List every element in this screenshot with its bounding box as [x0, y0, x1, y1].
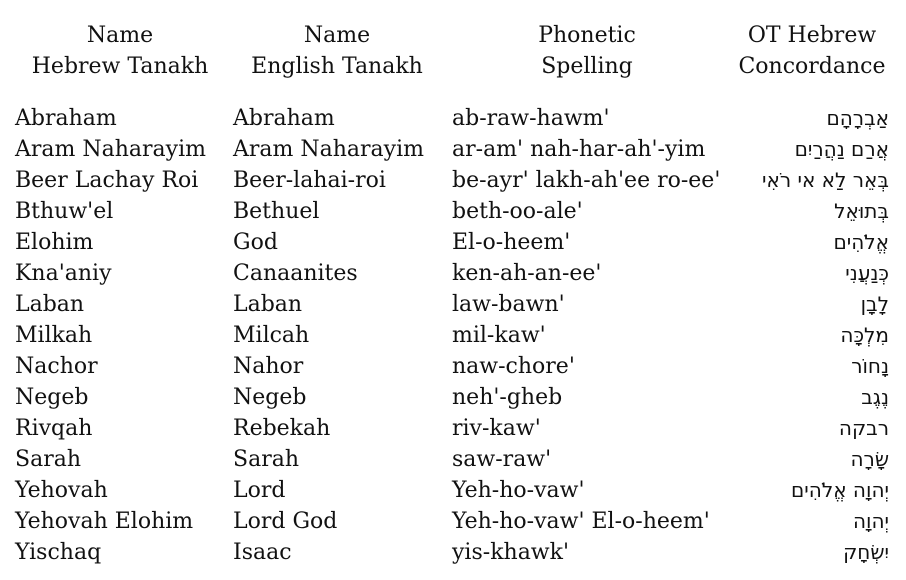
english-tanakh-name: Milcah [233, 323, 310, 348]
phonetic-spelling: naw-chore' [452, 354, 575, 379]
hebrew-tanakh-name: Beer Lachay Roi [15, 168, 199, 193]
english-tanakh-name: Bethuel [233, 199, 320, 224]
hebrew-tanakh-name: Yehovah [15, 478, 108, 503]
header-line: Hebrew Tanakh [31, 54, 209, 79]
phonetic-spelling: ab-raw-hawm' [452, 106, 610, 131]
hebrew-tanakh-name: Yehovah Elohim [15, 509, 194, 534]
column-header-hebrew-tanakh [15, 20, 225, 82]
hebrew-concordance: לָבָן [860, 292, 889, 316]
hebrew-tanakh-name: Nachor [15, 354, 98, 379]
hebrew-concordance: יְהוָה [852, 509, 889, 533]
phonetic-spelling: ken-ah-an-ee' [452, 261, 602, 286]
english-tanakh-name: Negeb [233, 385, 307, 410]
table-row [0, 196, 906, 227]
table-row [0, 413, 906, 444]
hebrew-tanakh-name: Negeb [15, 385, 89, 410]
header-line: English Tanakh [251, 54, 423, 79]
hebrew-concordance: אֱלֹהִים [833, 230, 889, 254]
table-row [0, 537, 906, 568]
phonetic-spelling: Yeh-ho-vaw' [452, 478, 585, 503]
column-header-ot-hebrew-concordance [722, 20, 902, 82]
phonetic-spelling: beth-oo-ale' [452, 199, 583, 224]
hebrew-concordance: רבקה [838, 416, 889, 440]
table-row [0, 227, 906, 258]
hebrew-concordance: שָׂרָה [850, 447, 889, 471]
english-tanakh-name: Rebekah [233, 416, 331, 441]
table-row [0, 258, 906, 289]
hebrew-concordance: מִלְכָּה [840, 323, 889, 347]
phonetic-spelling: El-o-heem' [452, 230, 571, 255]
hebrew-concordance: יְהוָה אֱלֹהִים [791, 478, 889, 502]
hebrew-tanakh-name: Laban [15, 292, 85, 317]
phonetic-spelling: saw-raw' [452, 447, 552, 472]
hebrew-tanakh-name: Abraham [15, 106, 117, 131]
english-tanakh-name: Lord God [233, 509, 338, 534]
hebrew-tanakh-name: Rivqah [15, 416, 93, 441]
table-row [0, 382, 906, 413]
english-tanakh-name: Laban [233, 292, 303, 317]
english-tanakh-name: Isaac [233, 540, 292, 565]
phonetic-spelling: be-ayr' lakh-ah'ee ro-ee' [452, 168, 721, 193]
header-line: Spelling [541, 54, 633, 79]
phonetic-spelling: ar-am' nah-har-ah'-yim [452, 137, 706, 162]
hebrew-tanakh-name: Bthuw'el [15, 199, 114, 224]
english-tanakh-name: Aram Naharayim [233, 137, 424, 162]
phonetic-spelling: law-bawn' [452, 292, 565, 317]
phonetic-spelling: neh'-gheb [452, 385, 563, 410]
hebrew-tanakh-name: Sarah [15, 447, 81, 472]
english-tanakh-name: Abraham [233, 106, 335, 131]
column-header-english-tanakh [232, 20, 442, 82]
table-row [0, 351, 906, 382]
hebrew-tanakh-name: Aram Naharayim [15, 137, 206, 162]
hebrew-concordance: נֶגֶב [861, 385, 889, 409]
phonetic-spelling: riv-kaw' [452, 416, 541, 441]
hebrew-concordance: יִשְׂחָק [843, 540, 889, 564]
header-line: Phonetic [538, 23, 636, 48]
column-header-phonetic-spelling [482, 20, 692, 82]
header-line: Name [303, 23, 371, 48]
table-row [0, 506, 906, 537]
english-tanakh-name: Beer-lahai-roi [233, 168, 386, 193]
english-tanakh-name: God [233, 230, 278, 255]
hebrew-concordance: נָחוֹר [851, 354, 889, 378]
header-line: Concordance [738, 54, 886, 79]
phonetic-spelling: yis-khawk' [452, 540, 570, 565]
hebrew-concordance: בְּתוּאֵל [834, 199, 889, 223]
hebrew-concordance: אַבְרָהָם [826, 106, 889, 130]
hebrew-tanakh-name: Elohim [15, 230, 94, 255]
table-row [0, 444, 906, 475]
hebrew-tanakh-name: Kna'aniy [15, 261, 112, 286]
table-row [0, 103, 906, 134]
table-row [0, 320, 906, 351]
header-line: Name [86, 23, 154, 48]
english-tanakh-name: Nahor [233, 354, 304, 379]
english-tanakh-name: Canaanites [233, 261, 358, 286]
table-row [0, 134, 906, 165]
phonetic-spelling: mil-kaw' [452, 323, 546, 348]
hebrew-tanakh-name: Yischaq [15, 540, 102, 565]
english-tanakh-name: Lord [233, 478, 286, 503]
table-row [0, 475, 906, 506]
table-row [0, 289, 906, 320]
header-line: OT Hebrew [747, 23, 877, 48]
hebrew-concordance: בְּאֵר לַא אי רֹאִי [761, 168, 889, 192]
english-tanakh-name: Sarah [233, 447, 299, 472]
name-table [0, 103, 906, 568]
table-row [0, 165, 906, 196]
hebrew-concordance: כְּנַעֲנִי [845, 261, 889, 285]
hebrew-tanakh-name: Milkah [15, 323, 93, 348]
hebrew-concordance: אֲרַם נַהֲרַיִם [794, 137, 889, 161]
phonetic-spelling: Yeh-ho-vaw' El-o-heem' [452, 509, 710, 534]
